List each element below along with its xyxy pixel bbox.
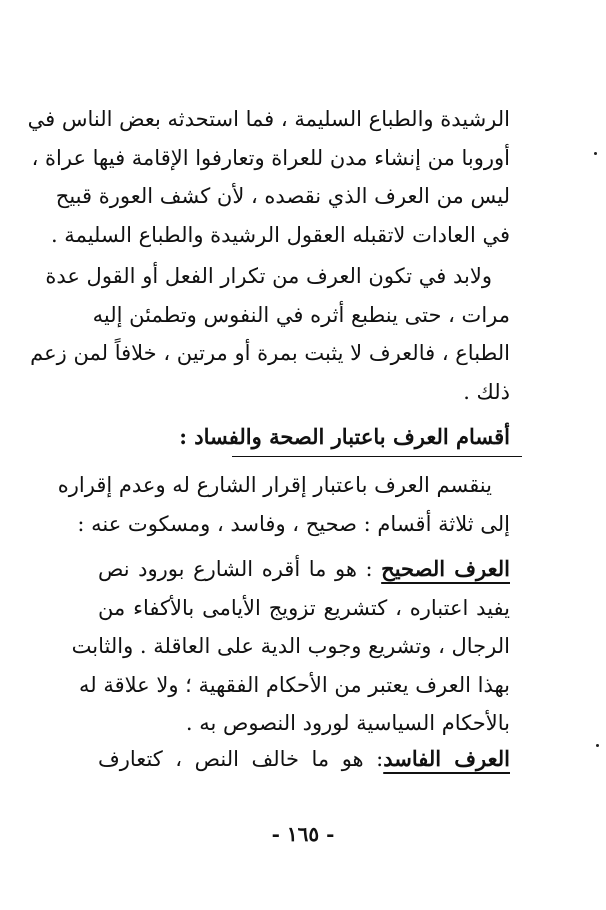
scan-speck — [596, 744, 599, 747]
paragraph-1 — [27, 100, 510, 254]
corrupt-custom-intro: : هو ما خالف النص ، كتعارف — [98, 747, 384, 771]
text-line — [98, 740, 510, 779]
text-line: إلى ثلاثة أقسام : صحيح ، وفاسد ، ومسكوت عنه : — [77, 511, 510, 536]
text-line: الرجال ، وتشريع وجوب الدية على العاقلة . والثابت — [71, 634, 510, 658]
correct-custom-definition — [71, 550, 510, 743]
text-line: بالأحكام السياسية لورود النصوص به . — [185, 711, 510, 735]
correct-custom-intro: : هو ما أقره الشارع بورود نص — [98, 557, 382, 581]
heading-underline — [232, 456, 522, 457]
scan-speck — [594, 152, 597, 155]
page-number: - ١٦٥ - — [271, 822, 335, 846]
text-line: ولابد في تكون العرف من تكرار الفعل أو القول عدة — [45, 264, 492, 288]
text-line: الطباع ، فالعرف لا يثبت بمرة أو مرتين ، خلافاً لمن زعم — [30, 341, 510, 365]
text-line: يفيد اعتباره ، كتشريع تزويج الأيامى بالأكفاء من — [98, 595, 510, 620]
section-heading: أقسام العرف باعتبار الصحة والفساد : — [179, 424, 510, 449]
text-line: مرات ، حتى ينطبع أثره في النفوس وتطمئن إليه — [92, 302, 510, 327]
text-line — [98, 550, 510, 589]
text-line: ينقسم العرف باعتبار إقرار الشارع له وعدم إقراره — [57, 473, 492, 497]
text-line: في العادات لاتقبله العقول الرشيدة والطباع السليمة . — [50, 222, 510, 247]
paragraph-2 — [30, 257, 510, 411]
text-line: الرشيدة والطباع السليمة ، فما استحدثه بعض الناس في — [27, 107, 510, 131]
text-line: أوروبا من إنشاء مدن للعراة وتعارفوا الإقامة فيها عراة ، — [31, 145, 510, 170]
text-line: بهذا العرف يعتبر من الأحكام الفقهية ؛ ولا علاقة له — [78, 672, 510, 697]
corrupt-custom-term: العرف الفاسد — [383, 746, 510, 771]
paragraph-3 — [57, 466, 510, 543]
corrupt-custom-definition — [98, 740, 510, 779]
text-line: ليس من العرف الذي نقصده ، لأن كشف العورة قبيح — [55, 184, 510, 208]
correct-custom-term: العرف الصحيح — [381, 556, 510, 581]
text-line: ذلك . — [463, 379, 510, 404]
